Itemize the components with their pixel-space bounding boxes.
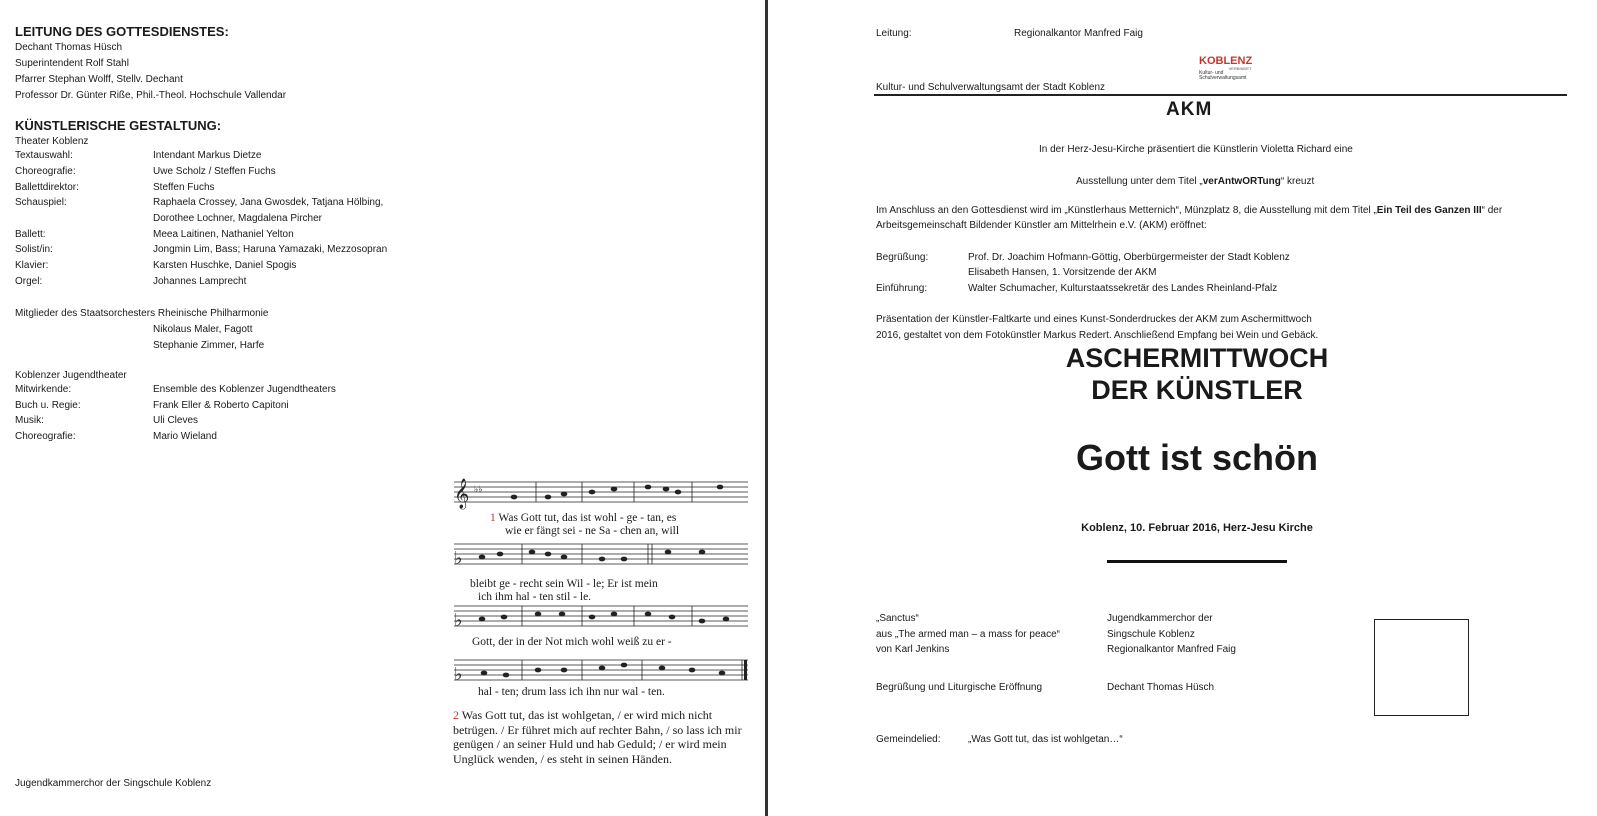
hymn-lyric: bleibt ge - recht sein Wil - le; Er ist mein [470,578,658,590]
intro-text: “ kreuzt [1280,176,1315,187]
credit-label: Ballettdirektor: [15,182,79,193]
credit-label: Choreografie: [15,166,76,177]
event-title-line-2: DER KÜNSTLER [1091,375,1303,405]
koblenz-logo [1199,56,1252,81]
theater-label: Theater Koblenz [15,136,89,147]
image-placeholder-box [1374,619,1469,716]
logo-sub: Kultur- und [1199,70,1224,76]
credit-label: Solist/in: [15,244,53,255]
program-performer: Regionalkantor Manfred Faig [1107,644,1236,655]
program-performer: Singschule Koblenz [1107,629,1195,640]
opening-text: “ der [1481,205,1503,216]
credit-label: Textauswahl: [15,150,73,161]
credit-label: Klavier: [15,260,49,271]
credit-value: Uli Cleves [153,415,199,426]
credit-value: Steffen Fuchs [153,182,215,193]
date-place: Koblenz, 10. Februar 2016, Herz-Jesu Kirche [1081,522,1313,534]
credit-value: Uwe Scholz / Steffen Fuchs [153,166,276,177]
title-rule [1107,560,1287,563]
leitung-value: Regionalkantor Manfred Faig [1014,28,1143,39]
opening-line-1 [876,203,1502,219]
kuenstler-heading: KÜNSTLERISCHE GESTALTUNG: [15,118,222,133]
logo-sub: Schulverwaltungsamt [1199,75,1247,81]
credit-label: Musik: [15,415,44,426]
hymn-lyric: Was Gott tut, das ist wohl - ge - tan, es [498,512,677,524]
intro-line-2 [1076,174,1314,190]
program-item: von Karl Jenkins [876,644,950,655]
credit-label: Orgel: [15,276,43,287]
credit-value: Intendant Markus Dietze [153,150,262,161]
credit-label: Choreografie: [15,431,76,442]
gemeindelied-label: Gemeindelied: [876,734,941,745]
svg-text:♭: ♭ [454,610,463,631]
jugend-label: Koblenzer Jugendtheater [15,370,127,381]
credit-value: Meea Laitinen, Nathaniel Yelton [153,229,294,240]
einfuehrung-speaker: Walter Schumacher, Kulturstaatssekretär des Landes Rheinland-Pfalz [968,283,1278,294]
verse-number: 2 [453,708,459,722]
credit-value: Dorothee Lochner, Magdalena Pircher [153,213,322,224]
hymn-lyric: hal - ten; drum lass ich ihn nur wal - ten. [478,686,665,698]
credit-label: Buch u. Regie: [15,400,81,411]
leitung-line: Dechant Thomas Hüsch [15,42,123,53]
intro-line-1: In der Herz-Jesu-Kirche präsentiert die Künstlerin Violetta Richard eine [1039,144,1353,155]
hymn-lyric: wie er fängt sei - ne Sa - chen an, will [505,525,680,537]
hymn-lyric: Gott, der in der Not mich wohl weiß zu er - [472,636,672,648]
credit-label: Schauspiel: [15,197,67,208]
page-divider [765,0,768,816]
credit-value: Johannes Lamprecht [153,276,247,287]
credit-value: Ensemble des Koblenzer Jugendtheaters [153,384,336,395]
orchester-label: Mitglieder des Staatsorchesters Rheinische Philharmonie [15,308,269,319]
header-rule [874,94,1567,96]
orchester-member: Stephanie Zimmer, Harfe [153,340,265,351]
opening-text: Im Anschluss an den Gottesdienst wird im „Künstlerhaus Metternich“, Münzplatz 8, die Ausstellung mit dem Titel „ [876,205,1377,216]
svg-text:♭: ♭ [454,664,463,685]
logo-city: KOBLENZ [1199,55,1253,67]
opening-title: Ein Teil des Ganzen III [1376,205,1482,216]
main-title: Gott ist schön [1076,437,1318,478]
verse-text: Was Gott tut, das ist wohlgetan, / er wird mich nicht betrügen. / Er führet mich auf rechter Bahn, / so lass ich mir genügen / an seiner Huld und hab Geduld; / er wird mein Unglück wenden, / es steht in seinen Händen. [453,708,742,766]
orchester-member: Nikolaus Maler, Fagott [153,324,253,335]
praesentation-line: 2016, gestaltet von dem Fotokünstler Markus Redert. Anschließend Empfang bei Wein und Gebäck. [876,330,1319,341]
leitung-line: Professor Dr. Günter Riße, Phil.-Theol. Hochschule Vallendar [15,90,287,101]
hymn-verse-2 [453,708,753,766]
begruessung-label: Begrüßung: [876,252,929,263]
credit-value: Mario Wieland [153,431,217,442]
program-item: aus „The armed man – a mass for peace“ [876,629,1060,640]
program-item: Begrüßung und Liturgische Eröffnung [876,682,1043,693]
leitung-label: Leitung: [876,28,912,39]
intro-text: Ausstellung unter dem Titel „ [1076,176,1203,187]
praesentation-line: Präsentation der Künstler-Faltkarte und eines Kunst-Sonderdruckes der AKM zum Aschermittwoch [876,314,1312,325]
svg-text:♭: ♭ [454,548,463,569]
event-title-line-1: ASCHERMITTWOCH [1065,343,1329,373]
svg-text:𝄞: 𝄞 [454,479,470,509]
begruessung-speaker: Prof. Dr. Joachim Hofmann-Göttig, Oberbürgermeister der Stadt Koblenz [968,252,1290,263]
credit-value: Raphaela Crossey, Jana Gwosdek, Tatjana Hölbing, [153,197,384,208]
logo-tagline: VERBINDET. [1228,66,1253,71]
program-performer: Dechant Thomas Hüsch [1107,682,1215,693]
begruessung-speaker: Elisabeth Hansen, 1. Vorsitzende der AKM [968,267,1157,278]
svg-text:♭♭: ♭♭ [474,485,483,495]
footer-choir: Jugendkammerchor der Singschule Koblenz [15,778,212,789]
leitung-heading: LEITUNG DES GOTTESDIENSTES: [15,24,229,39]
hymn-line [490,512,676,524]
opening-line-2: Arbeitsgemeinschaft Bildender Künstler am Mittelrhein e.V. (AKM) eröffnet: [876,220,1207,231]
credit-label: Mitwirkende: [15,384,72,395]
program-item: „Sanctus“ [876,613,919,624]
credit-value: Jongmin Lim, Bass; Haruna Yamazaki, Mezzosopran [153,244,388,255]
leitung-line: Superintendent Rolf Stahl [15,58,129,69]
hymn-lyric: ich ihm hal - ten stil - le. [478,591,592,603]
program-performer: Jugendkammerchor der [1107,613,1213,624]
amt-name: Kultur- und Schulverwaltungsamt der Stadt Koblenz [876,82,1106,93]
gemeindelied-title: „Was Gott tut, das ist wohlgetan…“ [968,734,1123,745]
leitung-line: Pfarrer Stephan Wolff, Stellv. Dechant [15,74,183,85]
einfuehrung-label: Einführung: [876,283,928,294]
akm-logo: AKM [1166,99,1213,120]
verse-number: 1 [490,512,496,524]
credit-label: Ballett: [15,229,46,240]
exhibition-title: verAntwORTung [1202,176,1281,187]
credit-value: Karsten Huschke, Daniel Spogis [153,260,297,271]
credit-value: Frank Eller & Roberto Capitoni [153,400,289,411]
